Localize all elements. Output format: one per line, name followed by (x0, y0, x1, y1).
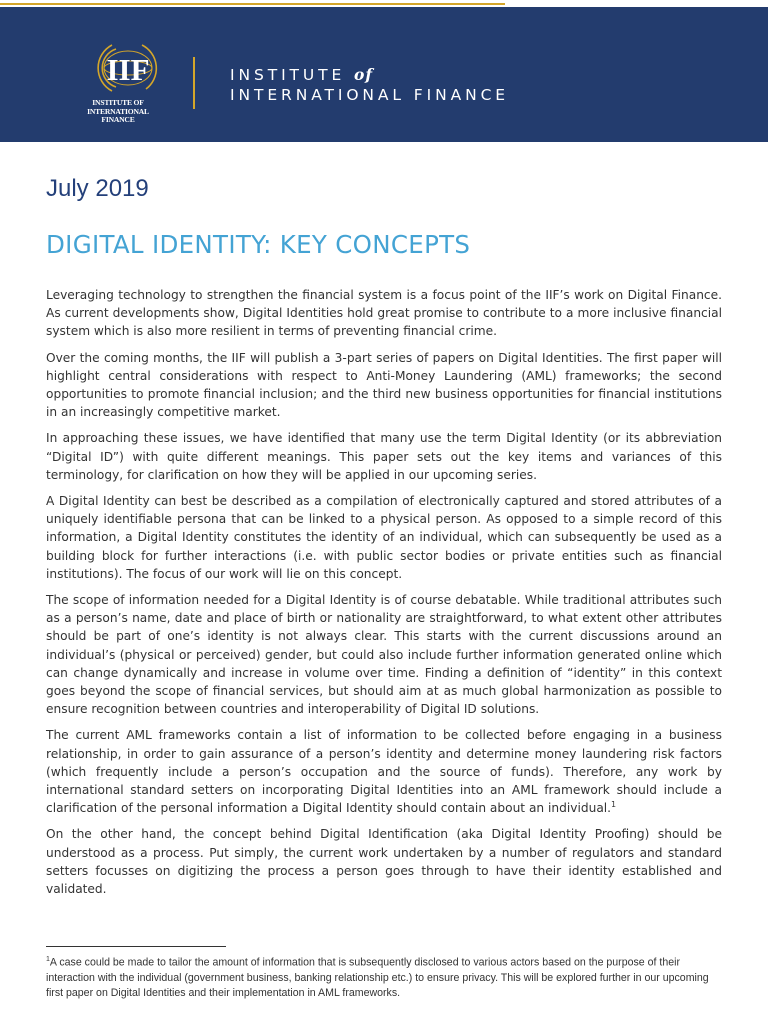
header-band (0, 7, 768, 142)
logo-caption (82, 99, 154, 125)
org-name-line1 (230, 65, 373, 84)
document-body (46, 286, 722, 906)
org-name-of: of (354, 65, 374, 84)
body-paragraph: A Digital Identity can best be described as a compilation of electronically captured and stored attributes of a uniquely identifiable persona that can be linked to a physical person. As opposed to a simple record of this information, a Digital Identity constitutes the identity of an individual, which can subsequently be used as a building block for further interactions (i.e. with public sector bodies or private entities such as financial institutions). The focus of our work will lie on this concept. (46, 494, 722, 581)
body-paragraph: In approaching these issues, we have identified that many use the term Digital Identity (or its abbreviation “Digital ID”) with quite different meanings. This paper sets out the key items and variances of this terminology, for clarification on how they will be applied in our upcoming series. (46, 431, 722, 482)
org-name-part: INSTITUTE (230, 66, 346, 84)
footnote-marker: 1 (46, 956, 50, 963)
body-paragraph: On the other hand, the concept behind Digital Identification (aka Digital Identity Proofing) should be understood as a process. Put simply, the current work undertaken by a number of regulators and standard setters focusses on digitizing the process a person goes through to have their identity established and validated. (46, 827, 722, 897)
top-gold-line (0, 3, 505, 5)
footnote-reference[interactable]: 1 (611, 800, 617, 810)
footnote-text: A case could be made to tailor the amount of information that is subsequently disclosed to various actors based on the purpose of their interaction with the individual (government business, banking relationship etc.) to ensure privacy. This will be explored further in our upcoming first paper on Digital Identities and their implementation in AML frameworks. (46, 956, 709, 999)
org-name-line2: INTERNATIONAL FINANCE (230, 86, 509, 104)
footnote (46, 952, 722, 1001)
header-divider (193, 57, 195, 109)
footnote-divider (46, 946, 226, 947)
body-paragraph: Leveraging technology to strengthen the financial system is a focus point of the IIF’s work on Digital Finance. As current developments show, Digital Identities hold great promise to contribute to a more inclusive financial system which is also more resilient in terms of preventing financial crime. (46, 288, 722, 339)
document-title: DIGITAL IDENTITY: KEY CONCEPTS (46, 230, 471, 260)
document-date: July 2019 (46, 175, 149, 202)
body-paragraph-with-footnote (46, 726, 722, 817)
logo-caption-line: INSTITUTE OF (92, 98, 144, 107)
logo-text: IIF (106, 52, 150, 87)
body-paragraph: The scope of information needed for a Digital Identity is of course debatable. While traditional attributes such as a person’s name, date and place of birth or nationality are straightforward, to what extent other attributes should be part of one’s identity is not always clear. This starts with the current discussions around an individual’s (physical or perceived) gender, but could also include further information generated online which can change dynamically and increase in volume over time. Finding a definition of “identity” in this context goes beyond the scope of financial services, but should aim at as much global harmonization as possible to ensure recognition between countries and interoperability of Digital ID solutions. (46, 593, 722, 717)
logo-caption-line: FINANCE (101, 115, 135, 124)
body-paragraph: Over the coming months, the IIF will publish a 3-part series of papers on Digital Identities. The first paper will highlight central considerations with respect to Anti-Money Laundering (AML) frameworks; the second opportunities to promote financial inclusion; and the third new business opportunities for financial institutions in an increasingly competitive market. (46, 350, 722, 420)
logo-caption-line: INTERNATIONAL (87, 106, 149, 116)
body-paragraph-text: The current AML frameworks contain a list of information to be collected before engaging in a business relationship, in order to gain assurance of a person’s identity and determine money laundering risk factors (which frequently include a person’s occupation and the source of funds). Therefore, any work by international standard setters on incorporating Digital Identities into an AML framework should include a clarification of the personal information a Digital Identity should contain about an individual. (46, 728, 722, 816)
